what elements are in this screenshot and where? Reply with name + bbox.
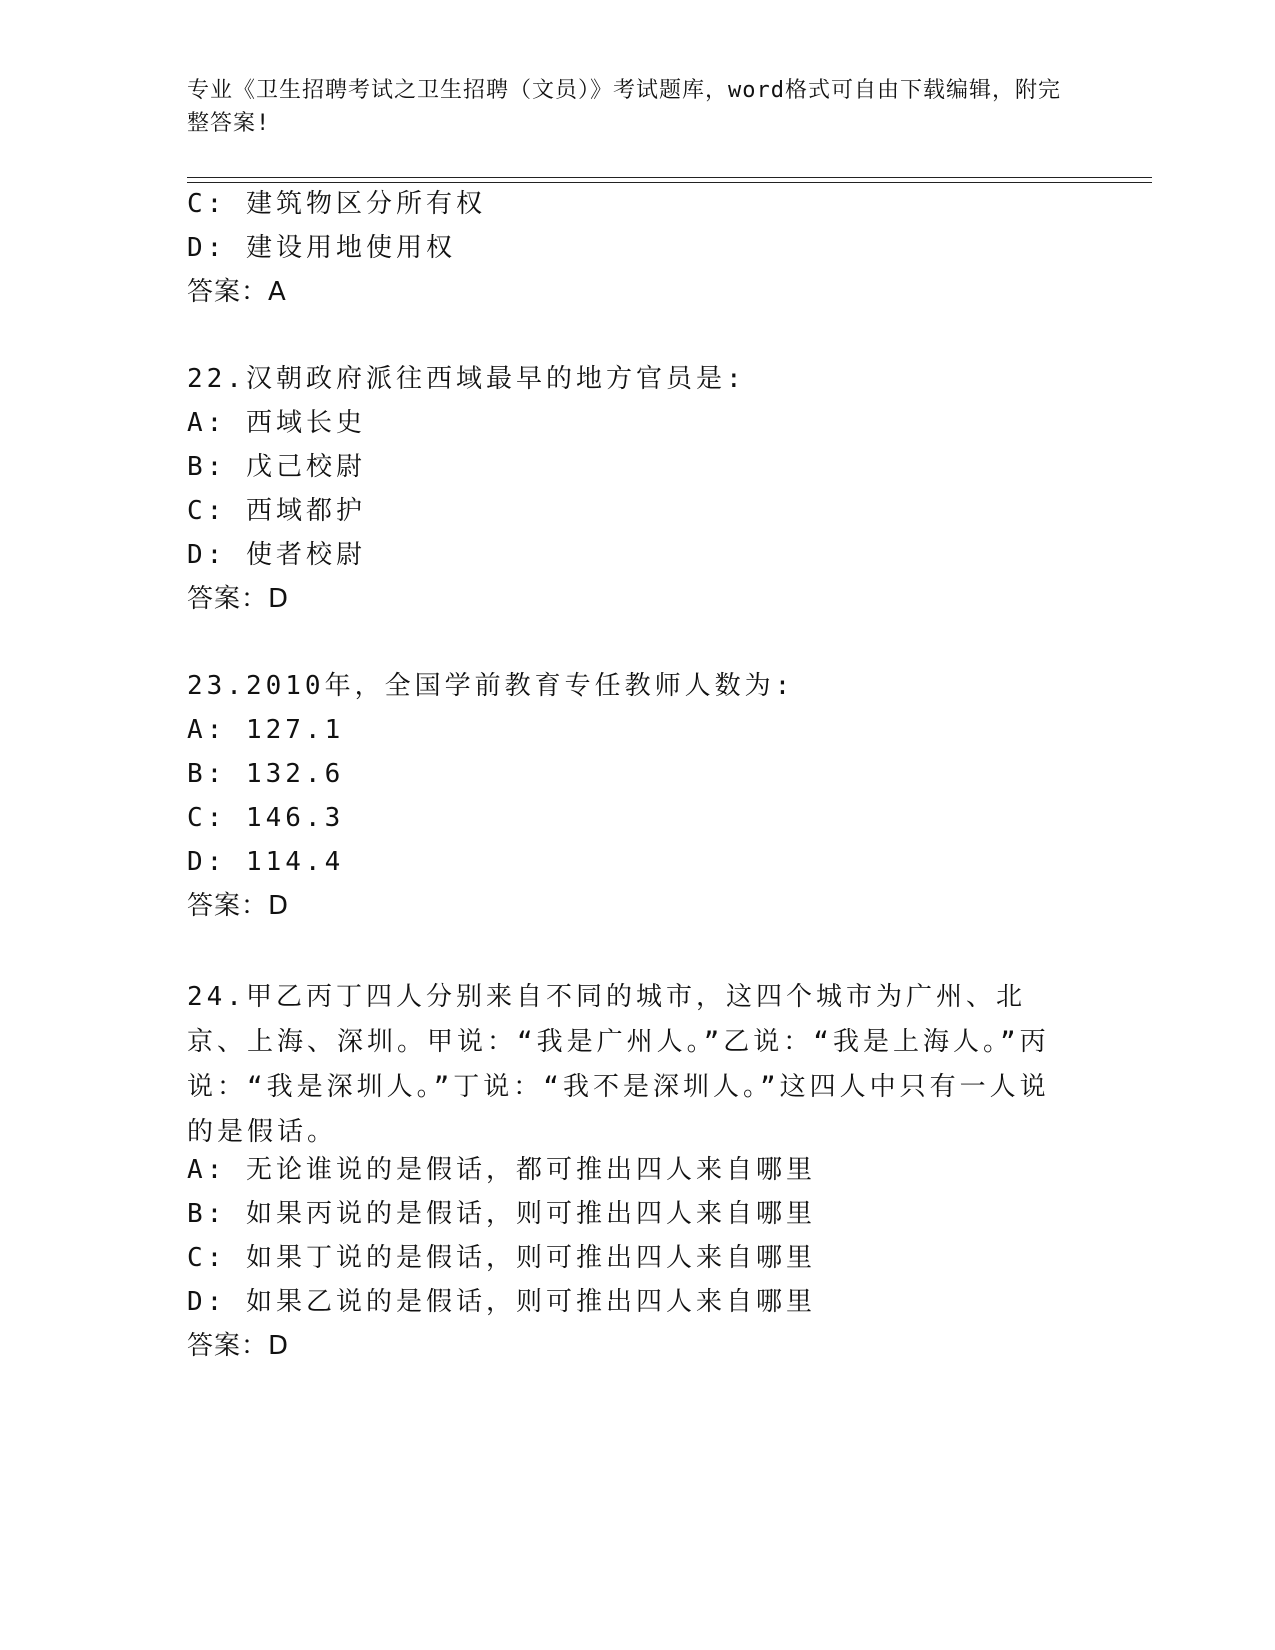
q24-question: 24.甲乙丙丁四人分别来自不同的城市，这四个城市为广州、北京、上海、深圳。甲说：“我是广州人。”乙说：“我是上海人。”丙说：“我是深圳人。”丁说：“我不是深圳人。”这四人中只有一人说的是假话。	[187, 982, 1050, 1147]
q23-answer: 答案：D	[187, 891, 290, 921]
q22-option-c: C: 西域都护	[187, 496, 366, 526]
q23-option-c: C: 146.3	[187, 803, 345, 833]
header-divider-top	[187, 177, 1152, 178]
q23-question: 23.2010年，全国学前教育专任教师人数为:	[187, 671, 795, 701]
header-divider-bottom	[187, 182, 1152, 183]
q23-option-a: A: 127.1	[187, 715, 345, 745]
q22-answer: 答案：D	[187, 584, 290, 614]
document-header: 专业《卫生招聘考试之卫生招聘（文员）》考试题库，word格式可自由下载编辑，附完整答案!	[187, 78, 1061, 136]
q24-option-c: C: 如果丁说的是假话，则可推出四人来自哪里	[187, 1243, 816, 1273]
q22-option-a: A: 西域长史	[187, 408, 366, 438]
q24-answer: 答案：D	[187, 1331, 290, 1361]
q21-option-c: C: 建筑物区分所有权	[187, 189, 486, 219]
q22-option-d: D: 使者校尉	[187, 540, 366, 570]
q24-option-d: D: 如果乙说的是假话，则可推出四人来自哪里	[187, 1287, 816, 1317]
q24-option-b: B: 如果丙说的是假话，则可推出四人来自哪里	[187, 1199, 816, 1229]
q24-option-a: A: 无论谁说的是假话，都可推出四人来自哪里	[187, 1155, 816, 1185]
q21-answer: 答案：A	[187, 277, 287, 307]
q23-option-d: D: 114.4	[187, 847, 345, 877]
q22-question: 22.汉朝政府派往西域最早的地方官员是:	[187, 364, 746, 394]
q21-option-d: D: 建设用地使用权	[187, 233, 456, 263]
q22-option-b: B: 戊己校尉	[187, 452, 366, 482]
q23-option-b: B: 132.6	[187, 759, 345, 789]
